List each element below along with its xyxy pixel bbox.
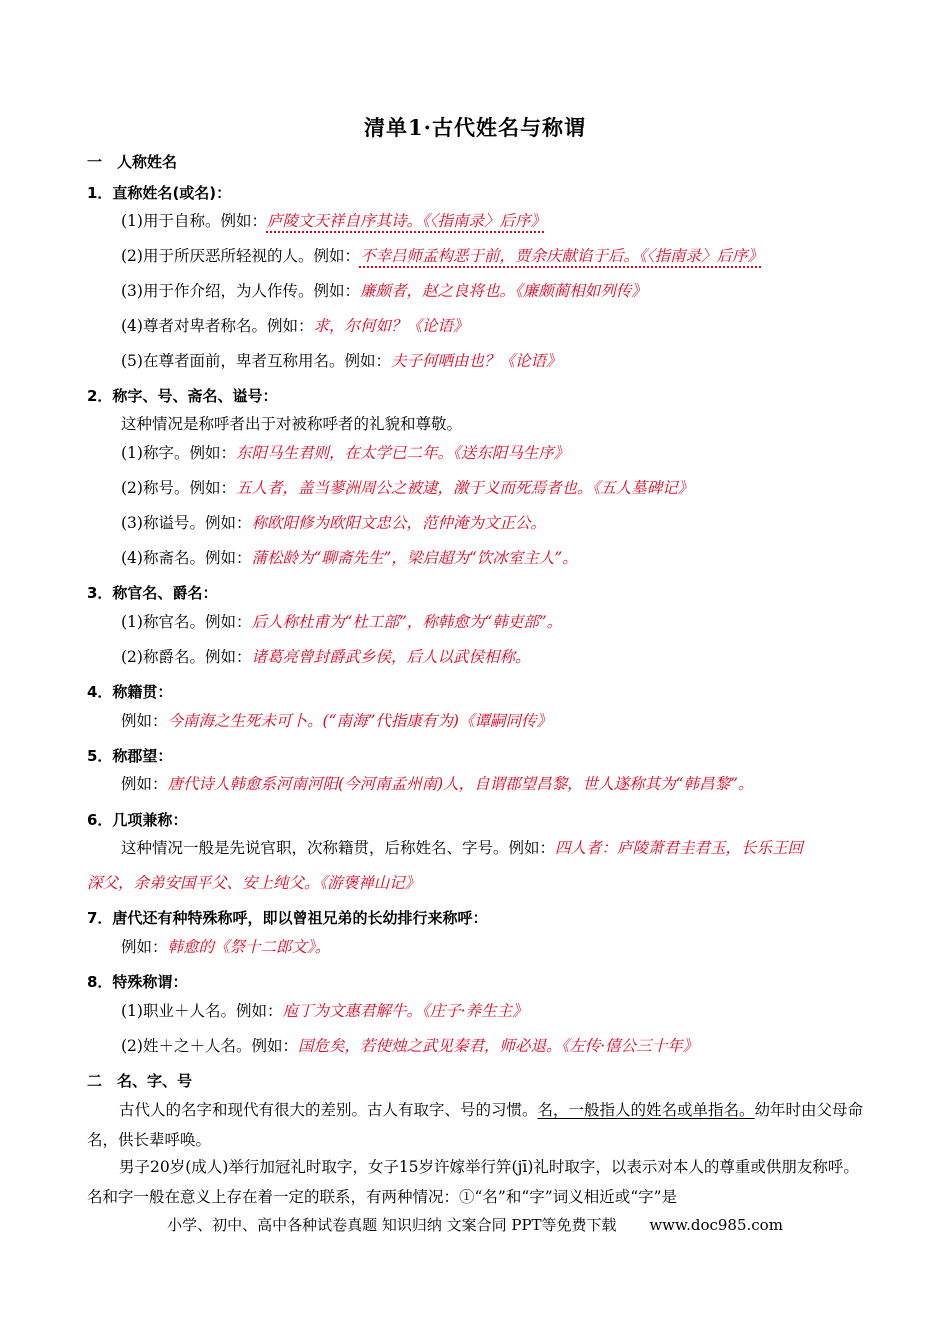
section-heading-1: 一 人称姓名 bbox=[87, 153, 178, 171]
item-heading-5: 5．称郡望： bbox=[87, 747, 173, 765]
example-quote: 廉颇者，赵之良将也。《廉颇蔺相如列传》 bbox=[359, 282, 647, 300]
example-quote: 四人者：庐陵萧君圭君玉，长乐王回 bbox=[555, 839, 804, 857]
paragraph-underlined: 名，一般指人的姓名或单指名。 bbox=[537, 1101, 755, 1119]
paragraph-text: 古代人的名字和现代有很大的差别。古人有取字、号的习惯。 bbox=[119, 1101, 538, 1119]
example-line bbox=[121, 710, 552, 732]
example-quote: 蒲松龄为“聊斋先生”，梁启超为“饮冰室主人”。 bbox=[251, 549, 578, 567]
example-prefix: 这种情况一般是先说官职，次称籍贯，后称姓名、字号。例如： bbox=[121, 839, 556, 857]
example-quote: 不幸吕师孟构恶于前，贾余庆献谄于后。《〈指南录〉后序》 bbox=[359, 247, 763, 265]
example-prefix: (3)称谥号。例如： bbox=[121, 514, 252, 532]
example-line bbox=[121, 477, 693, 499]
example-line bbox=[121, 1035, 698, 1057]
example-quote: 今南海之生死未可卜。(“南海”代指康有为)《谭嗣同传》 bbox=[167, 712, 552, 730]
example-line bbox=[121, 280, 647, 302]
example-quote: 深父，余弟安国平父、安上纯父。《游褒禅山记》 bbox=[87, 874, 421, 892]
example-prefix: (2)称爵名。例如： bbox=[121, 648, 252, 666]
example-prefix: (2)用于所厌恶所轻视的人。例如： bbox=[121, 247, 360, 265]
example-quote: 诸葛亮曾封爵武乡侯，后人以武侯相称。 bbox=[251, 648, 531, 666]
item-heading-4: 4．称籍贯： bbox=[87, 683, 173, 701]
example-prefix: (3)用于作介绍，为人作传。例如： bbox=[121, 282, 360, 300]
footer-url[interactable]: www.doc985.com bbox=[649, 1216, 783, 1234]
example-quote: 庐陵文天祥自序其诗。《〈指南录〉后序》 bbox=[266, 212, 546, 230]
example-quote: 后人称杜甫为“杜工部”，称韩愈为“韩吏部”。 bbox=[251, 613, 563, 631]
example-line bbox=[121, 1000, 528, 1022]
example-line bbox=[121, 210, 546, 232]
item-heading-3: 3．称官名、爵名： bbox=[87, 584, 218, 602]
example-quote: 韩愈的《祭十二郎文》。 bbox=[167, 938, 331, 956]
example-prefix: (5)在尊者面前，卑者互称用名。例如： bbox=[121, 352, 391, 370]
example-quote: 庖丁为文惠君解牛。《庄子·养生主》 bbox=[282, 1002, 528, 1020]
example-prefix: (4)称斋名。例如： bbox=[121, 549, 252, 567]
example-quote: 五人者，盖当蓼洲周公之被逮，激于义而死焉者也。《五人墓碑记》 bbox=[235, 479, 694, 497]
example-prefix: 例如： bbox=[121, 712, 168, 730]
example-line bbox=[121, 442, 569, 464]
section-heading-2: 二 名、字、号 bbox=[87, 1072, 193, 1090]
example-line bbox=[121, 646, 530, 668]
example-line bbox=[121, 936, 330, 958]
example-prefix: (2)称号。例如： bbox=[121, 479, 236, 497]
page-title: 清单1·古代姓名与称谓 bbox=[364, 115, 586, 140]
footer-text: 小学、初中、高中各种试卷真题 知识归纳 文案合同 PPT等免费下载 bbox=[167, 1216, 617, 1234]
example-quote: 夫子何哂由也？《论语》 bbox=[390, 352, 562, 370]
example-line bbox=[87, 872, 420, 894]
example-line bbox=[121, 245, 763, 267]
example-line bbox=[121, 547, 578, 569]
example-prefix: (2)姓＋之＋人名。例如： bbox=[121, 1037, 298, 1055]
example-line bbox=[121, 512, 546, 534]
example-line bbox=[121, 350, 561, 372]
example-prefix: (1)用于自称。例如： bbox=[121, 212, 267, 230]
paragraph bbox=[87, 1095, 865, 1155]
example-prefix: 例如： bbox=[121, 775, 168, 793]
example-prefix: (4)尊者对卑者称名。例如： bbox=[121, 317, 314, 335]
example-prefix: 例如： bbox=[121, 938, 168, 956]
example-quote: 求，尔何如？《论语》 bbox=[313, 317, 469, 335]
page-footer bbox=[0, 1214, 950, 1235]
item-heading-7: 7．唐代还有种特殊称呼，即以曾祖兄弟的长幼排行来称呼： bbox=[87, 909, 488, 927]
item-heading-2: 2．称字、号、斋名、谥号： bbox=[87, 387, 278, 405]
example-prefix: (1)职业＋人名。例如： bbox=[121, 1002, 283, 1020]
item-heading-1: 1．直称姓名(或名)： bbox=[87, 184, 232, 202]
example-quote: 唐代诗人韩愈系河南河阳(今河南孟州南)人，自谓郡望昌黎，世人遂称其为“韩昌黎”。 bbox=[167, 775, 754, 793]
example-prefix: (1)称官名。例如： bbox=[121, 613, 252, 631]
example-prefix: (1)称字。例如： bbox=[121, 444, 236, 462]
example-quote: 称欧阳修为欧阳文忠公，范仲淹为文正公。 bbox=[251, 514, 546, 532]
example-line bbox=[121, 611, 562, 633]
example-line bbox=[121, 315, 468, 337]
item-heading-8: 8．特殊称谓： bbox=[87, 973, 188, 991]
example-quote: 东阳马生君则，在太学已二年。《送东阳马生序》 bbox=[235, 444, 570, 462]
item-heading-6: 6．几项兼称： bbox=[87, 811, 188, 829]
example-line bbox=[121, 773, 753, 795]
paragraph-text: 幼年时由父母命名，供长辈呼唤。 bbox=[87, 1101, 864, 1149]
item-intro: 这种情况是称呼者出于对被称呼者的礼貌和尊敬。 bbox=[121, 415, 463, 433]
paragraph: 男子20岁(成人)举行加冠礼时取字，女子15岁许嫁举行笄(jī)礼时取字，以表示对本人的尊重或供朋友称呼。名和字一般在意义上存在着一定的联系，有两种情况：①“名”和“字”词义相近或“字”是 bbox=[87, 1158, 859, 1206]
example-line bbox=[121, 837, 803, 859]
example-quote: 国危矣，若使烛之武见秦君，师必退。《左传·僖公三十年》 bbox=[297, 1037, 699, 1055]
